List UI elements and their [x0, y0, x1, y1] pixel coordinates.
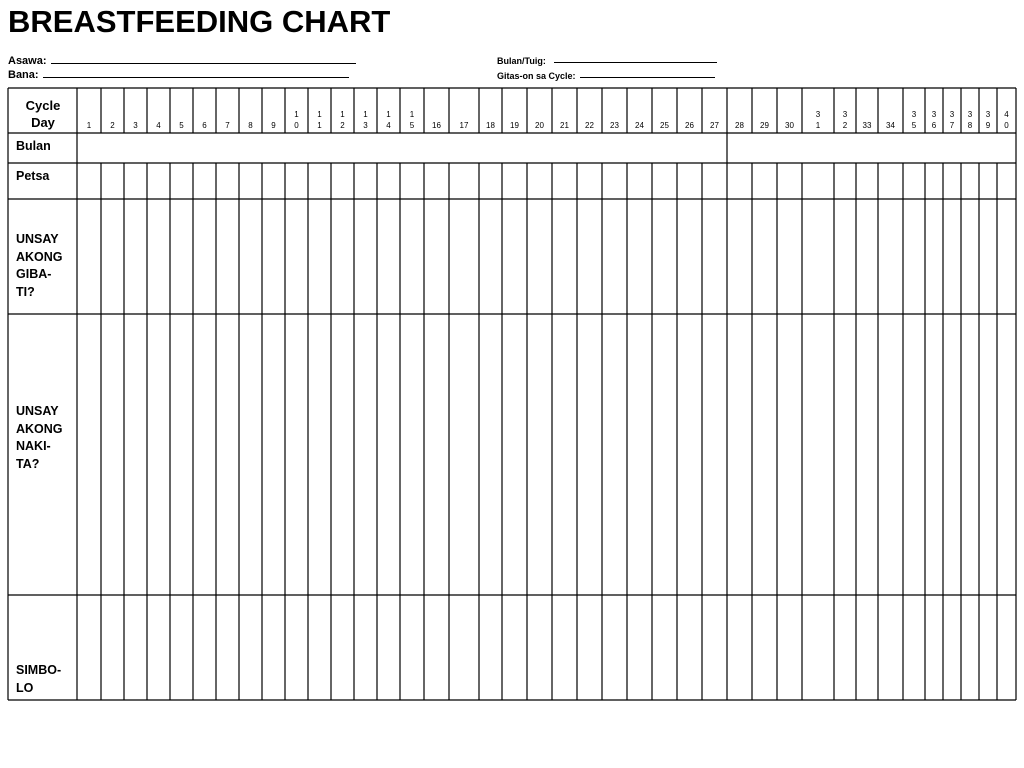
cycle-day-header [12, 97, 74, 131]
cycle-day-32-ones: 2 [842, 121, 848, 130]
cycle-day-32-tens: 3 [842, 110, 848, 119]
label-line: TA? [16, 456, 40, 471]
cycle-day-23: 23 [610, 121, 619, 130]
cycle-day-17: 17 [459, 121, 469, 130]
cycle-day-20: 20 [535, 121, 544, 130]
cycle-day-3: 3 [133, 121, 138, 130]
cycle-day-31-ones: 1 [815, 121, 821, 130]
cycle-day-16: 16 [432, 121, 441, 130]
cycle-day-37-tens: 3 [949, 110, 955, 119]
cycle-day-39-ones: 9 [985, 121, 991, 130]
cycle-day-35-ones: 5 [911, 121, 917, 130]
cycle-label: Cycle [25, 98, 61, 113]
cycle-day-12-ones: 2 [340, 121, 345, 130]
bulan-tuig-label: Bulan/Tuig: [497, 56, 546, 66]
cycle-day-35-tens: 3 [911, 110, 917, 119]
cycle-day-14-ones: 4 [386, 121, 391, 130]
cycle-day-15-ones: 5 [409, 121, 415, 130]
cycle-day-18: 18 [486, 121, 495, 130]
row-label-simbolo [16, 662, 61, 697]
cycle-day-38-ones: 8 [967, 121, 973, 130]
cycle-day-38-tens: 3 [967, 110, 973, 119]
cycle-day-30: 30 [785, 121, 794, 130]
cycle-day-28: 28 [735, 121, 744, 130]
label-line: AKONG [16, 421, 63, 436]
cycle-day-27: 27 [710, 121, 719, 130]
cycle-day-34: 34 [886, 121, 895, 130]
cycle-day-33: 33 [862, 121, 872, 130]
cycle-day-9: 9 [271, 121, 276, 130]
cycle-day-5: 5 [179, 121, 184, 130]
cycle-day-1: 1 [86, 121, 92, 130]
cycle-day-31-tens: 3 [815, 110, 821, 119]
label-line: NAKI- [16, 439, 51, 453]
cycle-day-24: 24 [635, 121, 644, 130]
cycle-day-15-tens: 1 [409, 110, 415, 119]
row-label-unsay-akong-nakita [16, 403, 63, 473]
cycle-day-10-ones: 0 [294, 121, 299, 130]
cycle-day-36-ones: 6 [931, 121, 937, 130]
cycle-day-25: 25 [660, 121, 669, 130]
label-line: SIMBO- [16, 663, 62, 677]
gitas-label: Gitas-on sa Cycle: [497, 71, 576, 81]
cycle-day-40-ones: 0 [1004, 121, 1009, 130]
day-label: Day [31, 115, 55, 130]
cycle-day-40-tens: 4 [1004, 110, 1009, 119]
label-line: GIBA- [16, 267, 52, 281]
cycle-day-11-ones: 1 [317, 121, 322, 130]
cycle-day-10-tens: 1 [294, 110, 299, 119]
page-title: BREASTFEEDING CHART [8, 4, 391, 39]
cycle-day-12-tens: 1 [340, 110, 345, 119]
cycle-day-22: 22 [585, 121, 594, 130]
row-label-bulan: Bulan [16, 139, 51, 153]
cycle-day-8: 8 [248, 121, 253, 130]
cycle-day-4: 4 [156, 121, 161, 130]
cycle-day-13-ones: 3 [363, 121, 368, 130]
cycle-day-37-ones: 7 [949, 121, 955, 130]
cycle-day-11-tens: 1 [317, 110, 322, 119]
cycle-day-29: 29 [760, 121, 769, 130]
row-label-petsa: Petsa [16, 169, 50, 183]
cycle-day-19: 19 [510, 121, 519, 130]
cycle-day-13-tens: 1 [363, 110, 368, 119]
cycle-day-7: 7 [225, 121, 230, 130]
label-line: UNSAY [16, 404, 59, 418]
cycle-day-2: 2 [110, 121, 115, 130]
label-line: UNSAY [16, 232, 59, 246]
cycle-day-26: 26 [685, 121, 694, 130]
cycle-day-6: 6 [202, 121, 207, 130]
asawa-label: Asawa: [8, 55, 47, 67]
cycle-day-14-tens: 1 [386, 110, 391, 119]
cycle-day-21: 21 [560, 121, 569, 130]
label-line: LO [16, 680, 34, 695]
label-line: TI? [16, 284, 35, 299]
cycle-day-39-tens: 3 [985, 110, 991, 119]
bana-label: Bana: [8, 69, 39, 81]
row-label-unsay-akong-gibati [16, 231, 63, 301]
label-line: AKONG [16, 249, 63, 264]
cycle-day-36-tens: 3 [931, 110, 937, 119]
